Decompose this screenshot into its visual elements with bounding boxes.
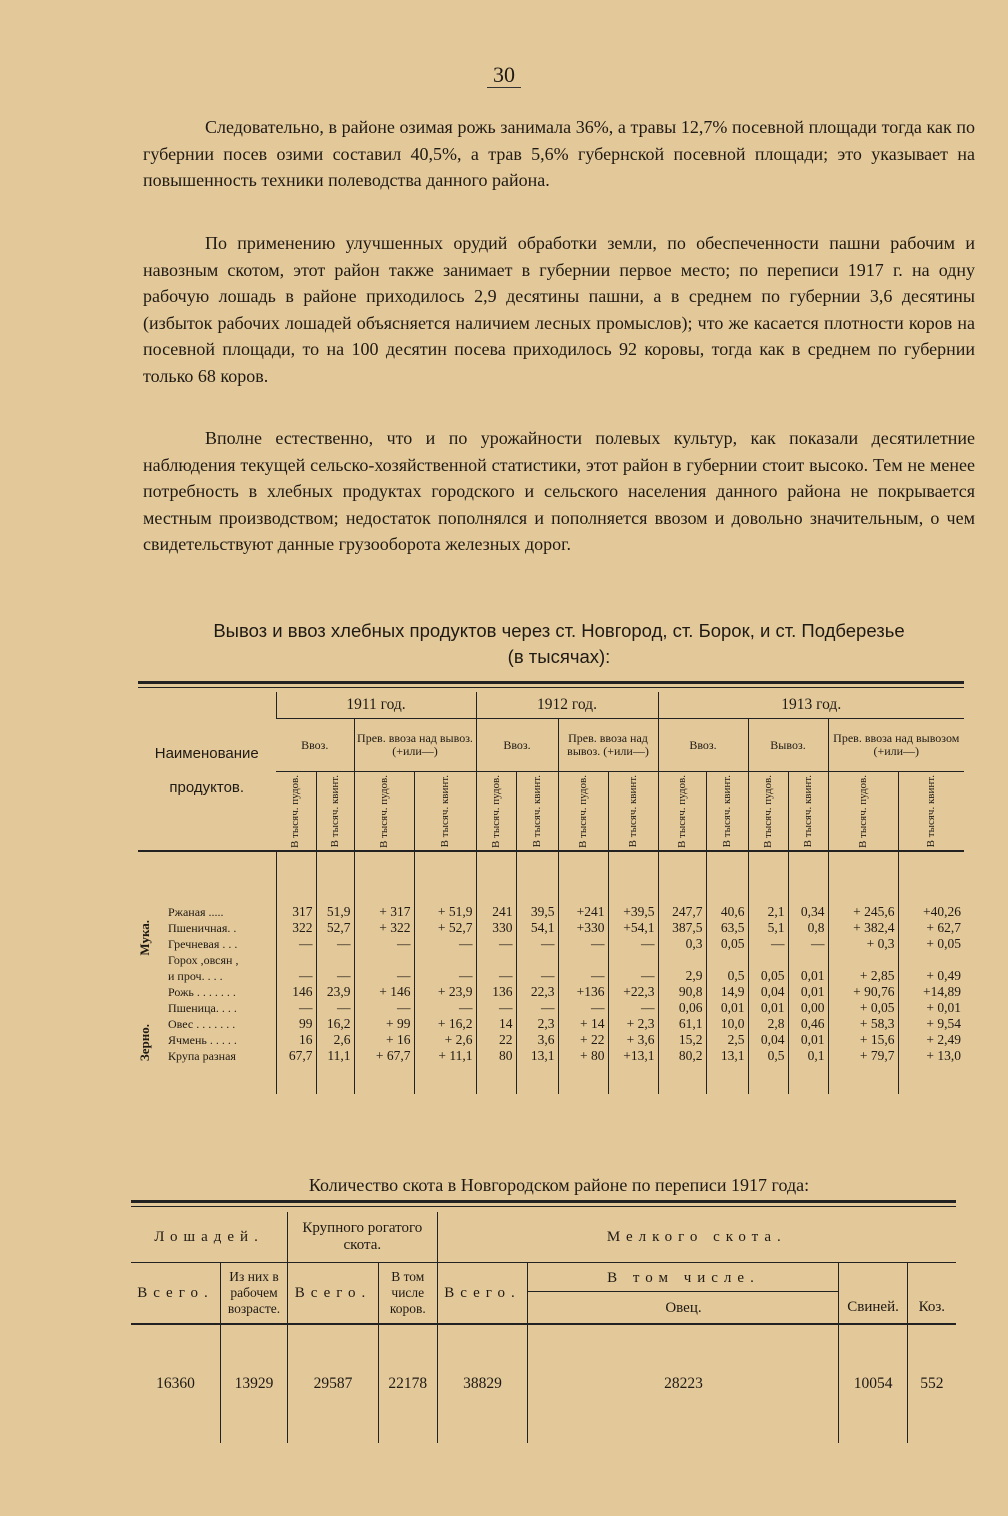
- value-cell: + 0,05: [898, 936, 964, 952]
- value-cell: + 317: [354, 904, 414, 920]
- value-cell: —: [316, 968, 354, 984]
- including-header: В том числе.: [528, 1270, 838, 1292]
- product-name-cell: Рожь . . . . . . .: [168, 985, 236, 999]
- value-cell: + 51,9: [414, 904, 476, 920]
- paragraph-3: Вполне естественно, что и по урожайности полевых культур, как показали десятилетние наблюдения текущей сельско-хозяйственной статистики, этот район в губернии стоит высоко. Тем не менее потребность в хлебных продуктах городского и сельского населения данного района не покрывается местным производством; недостаток пополнялся и пополняется ввозом и довольно значительным, о чем свидетельствуют данные грузооборота железных дорог.: [143, 428, 975, 554]
- value-cell: +40,26: [898, 904, 964, 920]
- value-cell: +241: [558, 904, 608, 920]
- value-cell: 80,2: [658, 1048, 706, 1064]
- value-cell: 61,1: [658, 1016, 706, 1032]
- sheep-value: 28223: [528, 1324, 839, 1443]
- value-cell: + 322: [354, 920, 414, 936]
- value-cell: —: [354, 1000, 414, 1016]
- value-cell: + 0,3: [828, 936, 898, 952]
- unit-header: В тысяч. пудов.: [658, 772, 706, 852]
- unit-header: В тысяч. квинт.: [608, 772, 658, 852]
- small-total-value: 38829: [437, 1324, 528, 1443]
- value-cell: + 67,7: [354, 1048, 414, 1064]
- value-cell: —: [608, 936, 658, 952]
- value-cell: [608, 952, 658, 968]
- value-cell: 0,05: [706, 936, 748, 952]
- value-cell: 0,3: [658, 936, 706, 952]
- value-cell: 0,05: [748, 968, 788, 984]
- cattle-total-value: 29587: [288, 1324, 379, 1443]
- value-cell: 0,34: [788, 904, 828, 920]
- value-cell: 0,5: [748, 1048, 788, 1064]
- value-cell: [354, 952, 414, 968]
- value-cell: 15,2: [658, 1032, 706, 1048]
- value-cell: +39,5: [608, 904, 658, 920]
- product-name-header: Наименование продуктов.: [138, 692, 276, 851]
- value-cell: [414, 952, 476, 968]
- value-cell: +136: [558, 984, 608, 1000]
- value-cell: [898, 952, 964, 968]
- value-cell: —: [748, 936, 788, 952]
- pigs-label: Свиней.: [847, 1298, 899, 1315]
- value-cell: 2,3: [516, 1016, 558, 1032]
- value-cell: 2,8: [748, 1016, 788, 1032]
- export-header-1913: Вывоз.: [748, 719, 828, 772]
- value-cell: 51,9: [316, 904, 354, 920]
- table2-top-rule: [131, 1200, 956, 1203]
- value-cell: + 0,05: [828, 1000, 898, 1016]
- table1-top-rule: [138, 681, 964, 684]
- value-cell: —: [276, 968, 316, 984]
- value-cell: —: [516, 968, 558, 984]
- value-cell: 0,01: [748, 1000, 788, 1016]
- value-cell: + 382,4: [828, 920, 898, 936]
- value-cell: 0,46: [788, 1016, 828, 1032]
- value-cell: 14,9: [706, 984, 748, 1000]
- value-cell: —: [608, 968, 658, 984]
- value-cell: —: [316, 1000, 354, 1016]
- value-cell: + 146: [354, 984, 414, 1000]
- value-cell: —: [354, 936, 414, 952]
- working-horses-value: 13929: [220, 1324, 287, 1443]
- table-row: [138, 1048, 964, 1064]
- value-cell: 22,3: [516, 984, 558, 1000]
- goats-label: Коз.: [918, 1298, 946, 1315]
- value-cell: 3,6: [516, 1032, 558, 1048]
- product-name-cell: Горох ,овсян ,: [168, 953, 239, 967]
- flour-group-label: Мука.: [137, 920, 152, 956]
- value-cell: [316, 952, 354, 968]
- value-cell: —: [476, 1000, 516, 1016]
- value-cell: 247,7: [658, 904, 706, 920]
- import-header-1912: Ввоз.: [476, 719, 558, 772]
- value-cell: [276, 952, 316, 968]
- value-cell: 0,01: [788, 968, 828, 984]
- excess-header-1912: Прев. ввоза над вывоз. (+или—): [558, 719, 658, 772]
- product-name-cell: Крупа разная: [168, 1049, 236, 1063]
- year-1911-header: 1911 год.: [276, 692, 476, 719]
- pigs-header: [839, 1263, 907, 1325]
- value-cell: —: [558, 968, 608, 984]
- value-cell: + 2,49: [898, 1032, 964, 1048]
- value-cell: 0,06: [658, 1000, 706, 1016]
- livestock-table: [131, 1212, 956, 1443]
- value-cell: 11,1: [316, 1048, 354, 1064]
- unit-header: В тысяч. пудов.: [354, 772, 414, 852]
- value-cell: 39,5: [516, 904, 558, 920]
- value-cell: 63,5: [706, 920, 748, 936]
- value-cell: + 23,9: [414, 984, 476, 1000]
- value-cell: —: [476, 968, 516, 984]
- table-row: [138, 984, 964, 1000]
- value-cell: —: [476, 936, 516, 952]
- value-cell: 317: [276, 904, 316, 920]
- value-cell: + 11,1: [414, 1048, 476, 1064]
- value-cell: —: [316, 936, 354, 952]
- value-cell: 136: [476, 984, 516, 1000]
- value-cell: —: [516, 1000, 558, 1016]
- product-name-cell: Гречневая . . .: [168, 937, 238, 951]
- value-cell: + 80: [558, 1048, 608, 1064]
- value-cell: + 79,7: [828, 1048, 898, 1064]
- value-cell: 90,8: [658, 984, 706, 1000]
- paragraph-2: По применению улучшенных орудий обработки земли, по обеспеченности пашни рабочим и навозным скотом, этот район также занимает в губернии первое место; по переписи 1917 г. на одну рабочую лошадь в районе приходилось 2,9 десятины пашни, а в среднем по губернии 3,6 десятины (избыток рабочих лошадей объясняется наличием лесных промыслов); что же касается плотности коров на посевной площади, то на 100 десятин посева приходилось 92 коровы, тогда как в среднем по губернии только 68 коров.: [143, 233, 975, 386]
- value-cell: + 9,54: [898, 1016, 964, 1032]
- value-cell: [788, 952, 828, 968]
- cattle-total-header: Всего.: [288, 1263, 379, 1325]
- table-row: [138, 904, 964, 920]
- sheep-header: [528, 1263, 839, 1325]
- table1-top-rule-thin: [138, 687, 964, 688]
- unit-header: В тысяч. пудов.: [828, 772, 898, 852]
- value-cell: 0,00: [788, 1000, 828, 1016]
- table2-top-rule-thin: [131, 1206, 956, 1207]
- paragraph-1: Следовательно, в районе озимая рожь занимала 36%, а травы 12,7% посевной площади тогда как по губернии посев озими составил 40,5%, а трав 5,6% губернской посевной площади; это указывает на повышенность техники полеводства данного района.: [143, 117, 975, 190]
- cows-header: В том числе коров.: [378, 1263, 437, 1325]
- value-cell: + 3,6: [608, 1032, 658, 1048]
- table2-caption: Количество скота в Новгородском районе по переписи 1917 года:: [308, 1175, 810, 1195]
- value-cell: [558, 952, 608, 968]
- value-cell: 146: [276, 984, 316, 1000]
- grain-trade-table: [138, 692, 964, 1094]
- value-cell: —: [276, 936, 316, 952]
- value-cell: 16: [276, 1032, 316, 1048]
- value-cell: —: [276, 1000, 316, 1016]
- value-cell: + 16,2: [414, 1016, 476, 1032]
- value-cell: 23,9: [316, 984, 354, 1000]
- value-cell: [828, 952, 898, 968]
- value-cell: 0,01: [706, 1000, 748, 1016]
- table-row: [138, 936, 964, 952]
- value-cell: 0,04: [748, 1032, 788, 1048]
- unit-header: В тысяч. квинт.: [414, 772, 476, 852]
- value-cell: + 14: [558, 1016, 608, 1032]
- value-cell: + 13,0: [898, 1048, 964, 1064]
- value-cell: 2,6: [316, 1032, 354, 1048]
- value-cell: +54,1: [608, 920, 658, 936]
- value-cell: 13,1: [516, 1048, 558, 1064]
- unit-header: В тысяч. квинт.: [316, 772, 354, 852]
- value-cell: 67,7: [276, 1048, 316, 1064]
- value-cell: 330: [476, 920, 516, 936]
- value-cell: 40,6: [706, 904, 748, 920]
- pigs-value: 10054: [839, 1324, 907, 1443]
- value-cell: + 0,49: [898, 968, 964, 984]
- value-cell: 2,5: [706, 1032, 748, 1048]
- table-row: [138, 1000, 964, 1016]
- unit-header: В тысяч. пудов.: [748, 772, 788, 852]
- excess-header-1913: Прев. ввоза над вывозом (+или—): [828, 719, 964, 772]
- value-cell: + 58,3: [828, 1016, 898, 1032]
- value-cell: 387,5: [658, 920, 706, 936]
- value-cell: 0,01: [788, 984, 828, 1000]
- value-cell: 10,0: [706, 1016, 748, 1032]
- table-row: [138, 1032, 964, 1048]
- value-cell: —: [516, 936, 558, 952]
- value-cell: —: [558, 936, 608, 952]
- small-livestock-header: Мелкого скота.: [437, 1212, 956, 1263]
- value-cell: [658, 952, 706, 968]
- goats-header: [907, 1263, 956, 1325]
- value-cell: 13,1: [706, 1048, 748, 1064]
- table1-caption: Вывоз и ввоз хлебных продуктов через ст. Новгород, ст. Борок, и ст. Подберезье: [213, 620, 905, 641]
- table-row: [138, 968, 964, 984]
- unit-header: В тысяч. квинт.: [516, 772, 558, 852]
- value-cell: 99: [276, 1016, 316, 1032]
- product-name-cell: и проч. . . .: [168, 969, 223, 983]
- cows-value: 22178: [378, 1324, 437, 1443]
- product-name-cell: Пшеница. . . .: [168, 1001, 237, 1015]
- value-cell: —: [354, 968, 414, 984]
- value-cell: + 62,7: [898, 920, 964, 936]
- product-name-cell: Овес . . . . . . .: [168, 1017, 236, 1031]
- value-cell: [706, 952, 748, 968]
- value-cell: 0,04: [748, 984, 788, 1000]
- value-cell: 22: [476, 1032, 516, 1048]
- value-cell: 0,8: [788, 920, 828, 936]
- import-header-1911: Ввоз.: [276, 719, 354, 772]
- excess-header-1911: Прев. ввоза над вывоз. (+или—): [354, 719, 476, 772]
- value-cell: + 2,6: [414, 1032, 476, 1048]
- table-row: [138, 1016, 964, 1032]
- unit-header: В тысяч. пудов.: [476, 772, 516, 852]
- page-number: 30: [0, 62, 1008, 88]
- grain-group-label: Зерно.: [137, 1024, 152, 1062]
- value-cell: 0,5: [706, 968, 748, 984]
- year-1912-header: 1912 год.: [476, 692, 658, 719]
- value-cell: +22,3: [608, 984, 658, 1000]
- sheep-label: Овец.: [665, 1299, 702, 1316]
- value-cell: —: [414, 968, 476, 984]
- value-cell: 2,1: [748, 904, 788, 920]
- value-cell: 54,1: [516, 920, 558, 936]
- value-cell: + 16: [354, 1032, 414, 1048]
- value-cell: [476, 952, 516, 968]
- import-header-1913: Ввоз.: [658, 719, 748, 772]
- value-cell: 5,1: [748, 920, 788, 936]
- product-name-cell: Ржаная .....: [168, 905, 224, 919]
- value-cell: —: [608, 1000, 658, 1016]
- value-cell: + 245,6: [828, 904, 898, 920]
- working-horses-header: Из них в рабочем возрасте.: [220, 1263, 287, 1325]
- unit-header: В тысяч. квинт.: [706, 772, 748, 852]
- value-cell: —: [414, 936, 476, 952]
- value-cell: + 22: [558, 1032, 608, 1048]
- year-1913-header: 1913 год.: [658, 692, 964, 719]
- table1-caption-units: (в тысячах):: [507, 646, 611, 667]
- horses-total-value: 16360: [131, 1324, 220, 1443]
- value-cell: + 2,85: [828, 968, 898, 984]
- value-cell: [516, 952, 558, 968]
- product-name-cell: Ячмень . . . . .: [168, 1033, 237, 1047]
- value-cell: + 2,3: [608, 1016, 658, 1032]
- value-cell: —: [414, 1000, 476, 1016]
- product-name-cell: Пшеничная. .: [168, 921, 237, 935]
- unit-header: В тысяч. квинт.: [788, 772, 828, 852]
- cattle-header: Крупного рогатого скота.: [288, 1212, 438, 1263]
- horses-header: Лошадей.: [131, 1212, 288, 1263]
- value-cell: +330: [558, 920, 608, 936]
- value-cell: +14,89: [898, 984, 964, 1000]
- value-cell: 52,7: [316, 920, 354, 936]
- unit-header: В тысяч. пудов.: [558, 772, 608, 852]
- value-cell: —: [788, 936, 828, 952]
- value-cell: 14: [476, 1016, 516, 1032]
- unit-header: В тысяч. пудов.: [276, 772, 316, 852]
- value-cell: —: [558, 1000, 608, 1016]
- value-cell: + 99: [354, 1016, 414, 1032]
- value-cell: [748, 952, 788, 968]
- value-cell: + 90,76: [828, 984, 898, 1000]
- value-cell: 241: [476, 904, 516, 920]
- small-total-header: Всего.: [437, 1263, 528, 1325]
- value-cell: + 0,01: [898, 1000, 964, 1016]
- value-cell: 322: [276, 920, 316, 936]
- unit-header: В тысяч. квинт.: [898, 772, 964, 852]
- value-cell: 16,2: [316, 1016, 354, 1032]
- table-row: [138, 952, 964, 968]
- value-cell: 0,1: [788, 1048, 828, 1064]
- value-cell: 0,01: [788, 1032, 828, 1048]
- horses-total-header: Всего.: [137, 1284, 214, 1301]
- value-cell: 80: [476, 1048, 516, 1064]
- table-row: [138, 920, 964, 936]
- value-cell: +13,1: [608, 1048, 658, 1064]
- value-cell: + 52,7: [414, 920, 476, 936]
- value-cell: + 15,6: [828, 1032, 898, 1048]
- goats-value: 552: [907, 1324, 956, 1443]
- value-cell: 2,9: [658, 968, 706, 984]
